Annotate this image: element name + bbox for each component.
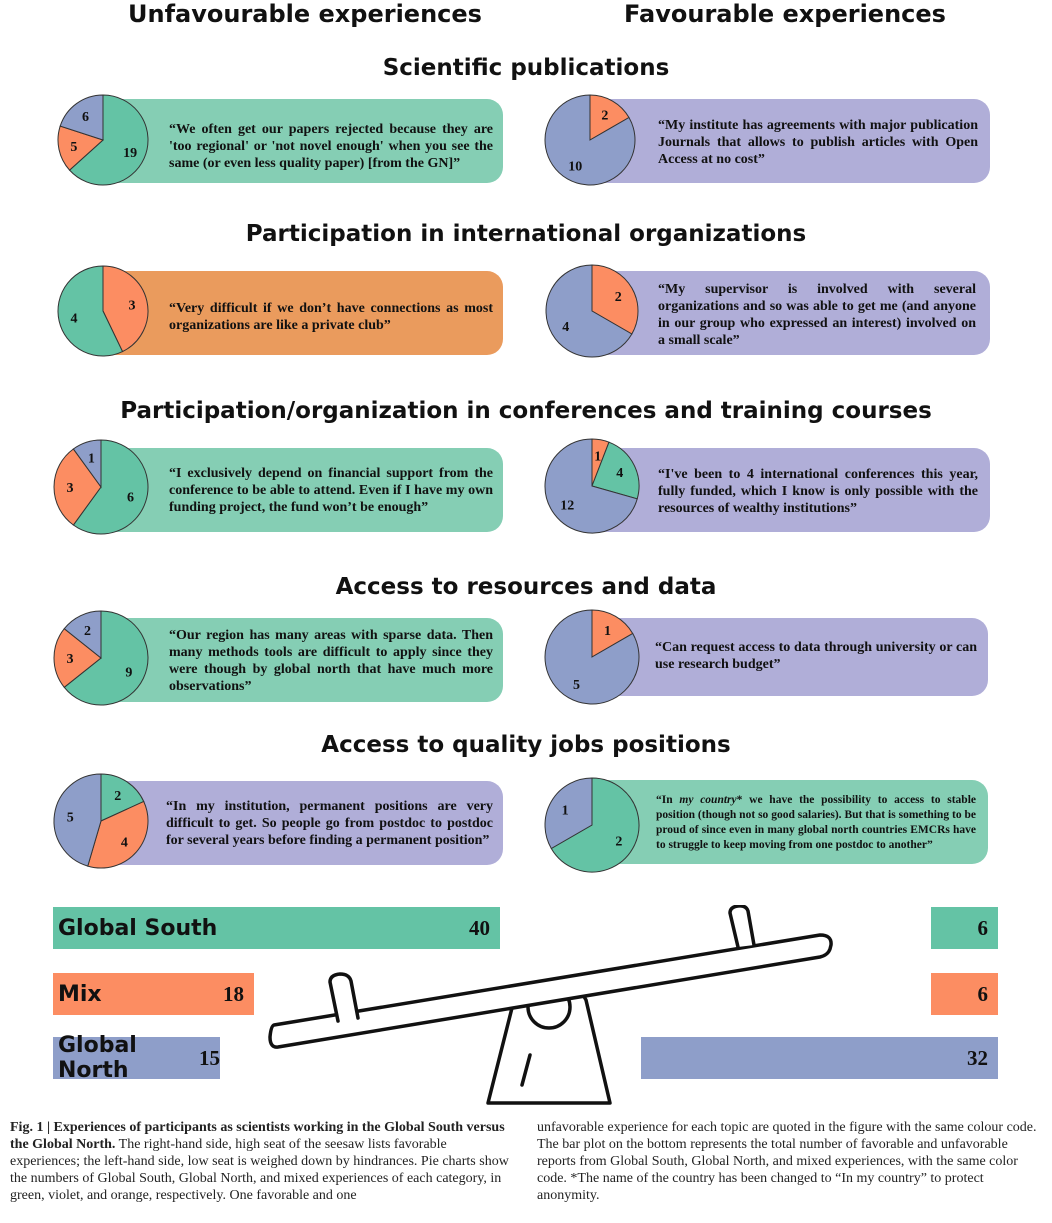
bar-value-global-north-unfavourable: 15 <box>199 1045 220 1070</box>
pie-label-violet: 10 <box>568 159 583 175</box>
quote-publications-unfavourable: “We often get our papers rejected because they are 'too regional' or 'not novel enough' when you see the same (or even less quality paper) [from the GN]” <box>169 122 493 171</box>
bar-value-global-north-favourable: 32 <box>967 1045 988 1070</box>
quote-resources-unfavourable: “Our region has many areas with sparse data. Then many methods tools are difficult to apply since they were though by global north that have much more observations” <box>169 628 493 694</box>
bar-mix-unfavourable <box>53 973 254 1015</box>
pie-label-green: 2 <box>615 834 623 850</box>
pie-label-orange: 4 <box>120 835 128 851</box>
bar-global-north-favourable <box>641 1037 998 1079</box>
pie-label-violet: 1 <box>561 803 569 819</box>
quote-jobs-favourable-start: “In <box>656 794 680 806</box>
pie-chart-organizations-favourable <box>543 263 641 359</box>
figure-caption-left <box>10 1119 516 1204</box>
bar-value-global-south-favourable: 6 <box>977 915 988 940</box>
pie-chart-organizations-unfavourable <box>56 263 150 359</box>
pie-chart-publications-unfavourable <box>56 92 150 188</box>
pie-chart-conferences-favourable <box>543 437 641 535</box>
pie-label-green: 2 <box>114 788 122 804</box>
seesaw-right-handle <box>730 906 754 947</box>
figure-caption-right: unfavorable experience for each topic are quoted in the figure with the same colour code. The bar plot on the bottom represents the total number of favorable and unfavorable reports from Global South, Global North, and mixed experiences, with the same color code. *The name of the country has been changed to “In my country” to protect anonymity. <box>537 1120 1037 1203</box>
bar-label-mix: Mix <box>58 981 102 1007</box>
pie-chart-resources-favourable <box>543 608 641 706</box>
quote-resources-favourable: “Can request access to data through university or can use research budget” <box>655 640 977 672</box>
pie-chart-jobs-favourable <box>543 776 641 874</box>
quote-jobs-favourable-rest: * we have the possibility to access to stable position (though not so good salaries). But that is something to be proud of since even in many global north countries EMCRs have to struggle to keep moving from one postdoc to another” <box>656 794 976 851</box>
section-title-jobs: Access to quality jobs positions <box>321 732 731 758</box>
pie-label-violet: 2 <box>84 624 91 640</box>
bar-label-global-north: Global North <box>58 1033 137 1083</box>
pie-label-violet: 5 <box>66 810 74 826</box>
bar-global-south-unfavourable <box>53 907 500 949</box>
pie-label-orange: 2 <box>601 108 609 124</box>
bar-value-global-south-unfavourable: 40 <box>469 915 490 940</box>
quote-jobs-favourable <box>656 793 976 853</box>
section-title-resources: Access to resources and data <box>335 574 717 600</box>
pie-label-green: 19 <box>123 146 138 162</box>
pie-label-violet: 6 <box>82 110 89 125</box>
pie-label-green: 6 <box>127 490 134 506</box>
favourable-header: Favourable experiences <box>624 0 946 28</box>
pie-label-orange: 3 <box>128 298 136 314</box>
pie-chart-conferences-unfavourable <box>52 438 150 536</box>
pie-chart-jobs-unfavourable <box>52 772 150 870</box>
pie-label-orange: 1 <box>604 624 611 640</box>
bar-label-global-south: Global South <box>58 915 218 941</box>
pie-label-orange: 1 <box>594 449 602 465</box>
bar-global-north-unfavourable <box>53 1033 220 1083</box>
figure-caption-title: Fig. 1 | Experiences of participants as scientists working in the Global South versus the Global North. <box>10 1120 505 1152</box>
bar-mix-favourable <box>931 973 998 1015</box>
pie-label-green: 4 <box>616 466 624 482</box>
pie-label-violet: 4 <box>562 320 570 336</box>
pie-label-orange: 3 <box>66 481 74 496</box>
quote-jobs-favourable-italic: my country <box>679 794 737 806</box>
pie-chart-publications-favourable <box>543 92 637 188</box>
quote-organizations-unfavourable: “Very difficult if we don’t have connections as most organizations are like a private club” <box>169 301 493 333</box>
quote-organizations-favourable: “My supervisor is involved with several organizations and so was able to get me (and anyone in our group who expressed an interest) involved on a small scale” <box>658 282 976 348</box>
pie-label-green: 9 <box>125 665 133 681</box>
quote-jobs-unfavourable: “In my institution, permanent positions are very difficult to get. So people go from postdoc to postdoc for several years before finding a permanent position” <box>166 799 493 848</box>
pie-label-orange: 3 <box>66 652 74 667</box>
bar-value-mix-favourable: 6 <box>977 981 988 1006</box>
bar-global-south-favourable <box>931 907 998 949</box>
pie-label-green: 4 <box>70 311 78 327</box>
pie-label-violet: 1 <box>87 451 95 467</box>
pie-label-orange: 2 <box>614 289 622 305</box>
quote-publications-favourable: “My institute has agreements with major publication Journals that allows to publish articles with Open Access at no cost” <box>658 118 978 167</box>
quote-conferences-favourable: “I've been to 4 international conferences this year, fully funded, which I know is only possible with the resources of wealthy institutions” <box>658 467 978 516</box>
section-title-publications: Scientific publications <box>382 55 670 81</box>
section-title-organizations: Participation in international organizations <box>245 221 807 247</box>
figure-caption-left-text: The right-hand side, high seat of the seesaw lists favorable experiences; the left-hand side, low seat is weighed down by hindrances. Pie charts show the numbers of Global South, Global North, and mixed experiences of each category, in green, violet, and orange, respectively. One favorable and one <box>10 1137 509 1203</box>
section-title-conferences: Participation/organization in conferences and training courses <box>120 398 932 424</box>
quote-conferences-unfavourable: “I exclusively depend on financial support from the conference to be able to attend. Even if I have my own funding project, the fund won’t be enough” <box>169 466 493 515</box>
unfavourable-header: Unfavourable experiences <box>128 0 482 28</box>
pie-label-violet: 12 <box>560 498 575 514</box>
pie-label-violet: 5 <box>573 677 580 693</box>
pie-chart-resources-unfavourable <box>52 609 150 707</box>
pie-label-orange: 5 <box>70 140 78 156</box>
bar-value-mix-unfavourable: 18 <box>223 981 244 1006</box>
